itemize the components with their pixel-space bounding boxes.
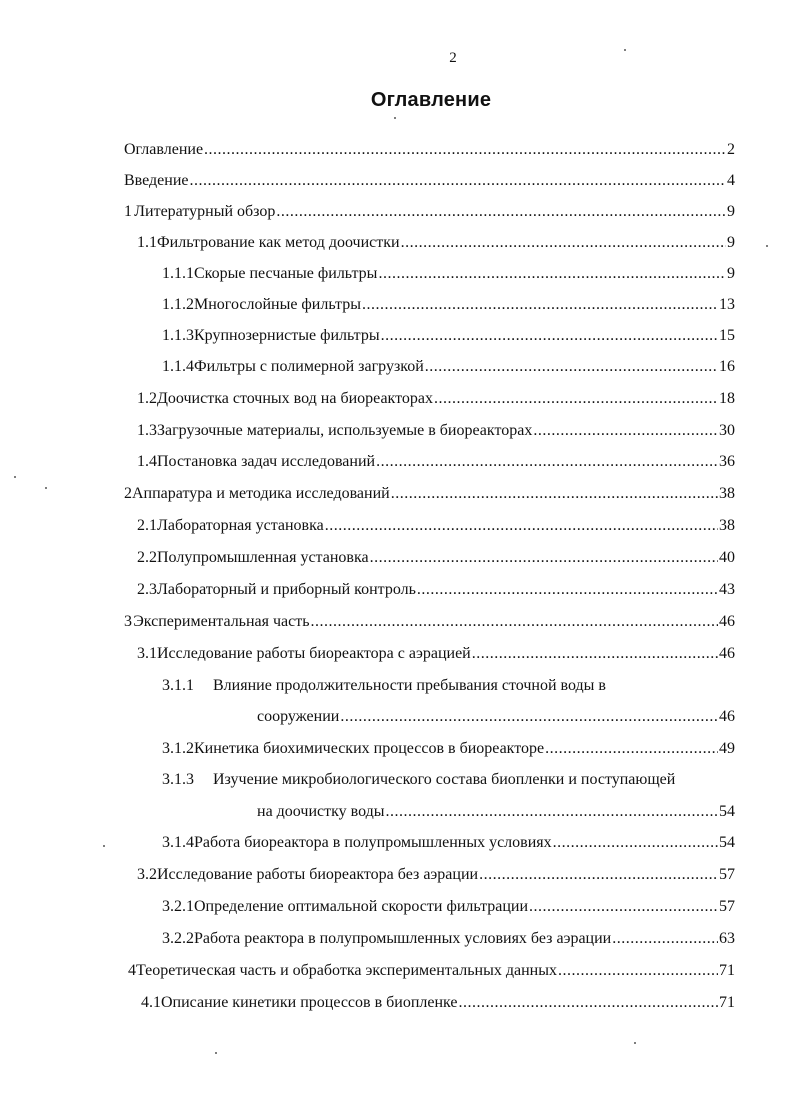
toc-entry-label-continued: на доочистку воды [257, 803, 385, 820]
toc-entry[interactable] [137, 645, 735, 667]
toc-entry-page: 57 [719, 898, 735, 915]
toc-entry-page: 46 [719, 708, 735, 725]
toc-entry[interactable] [162, 265, 735, 287]
page-title: Оглавление [370, 89, 492, 111]
toc-entry-page: 71 [719, 994, 735, 1011]
toc-entry-label: Влияние продолжительности пребывания сточной воды в [213, 677, 606, 694]
scan-speck [766, 245, 768, 247]
toc-entry-page: 38 [719, 517, 735, 534]
dot-leader [612, 930, 718, 948]
toc-entry[interactable] [137, 422, 735, 444]
toc-entry-page: 57 [719, 866, 735, 883]
dot-leader [545, 740, 718, 758]
dot-leader [325, 517, 718, 535]
toc-entry-page: 9 [727, 234, 735, 251]
dot-leader [376, 453, 718, 471]
dot-leader [401, 234, 726, 252]
toc-entry-page: 54 [719, 803, 735, 820]
dot-leader [459, 994, 718, 1012]
toc-entry-label: Исследование работы биореактора без аэрации [157, 866, 479, 883]
toc-entry-number: 1.1.3 [162, 327, 194, 344]
toc-entry-page: 13 [719, 296, 735, 313]
toc-entry-page: 36 [719, 453, 735, 470]
toc-entry-page: 63 [719, 930, 735, 947]
toc-entry-page: 16 [719, 358, 735, 375]
toc-entry-number: 2.3 [137, 581, 157, 598]
toc-entry-number: 2.2 [137, 549, 157, 566]
toc-entry-number: 1 [124, 203, 132, 220]
toc-entry-page: 71 [719, 962, 735, 979]
toc-entry[interactable] [124, 172, 735, 194]
toc-entry-number: 3.1.3 [162, 771, 194, 788]
toc-entry-label: Аппаратура и методика исследований [132, 485, 390, 502]
dot-leader [190, 172, 727, 190]
toc-entry[interactable] [257, 708, 735, 730]
toc-entry-label: Исследование работы биореактора с аэрацией [157, 645, 471, 662]
toc-entry-number: 3.1.2 [162, 740, 194, 757]
toc-entry-label: Многослойные фильтры [194, 296, 361, 313]
toc-entry-number: 3.1.4 [162, 834, 194, 851]
dot-leader [553, 834, 718, 852]
toc-entry-page: 46 [719, 645, 735, 662]
toc-entry-number: 3 [124, 613, 132, 630]
toc-entry[interactable] [124, 485, 735, 507]
toc-entry-page: 40 [719, 549, 735, 566]
toc-entry-number: 3.1.1 [162, 677, 194, 694]
toc-entry-page: 18 [719, 390, 735, 407]
toc-entry-page: 49 [719, 740, 735, 757]
toc-entry-number: 4 [128, 962, 136, 979]
dot-leader [472, 645, 718, 663]
toc-entry-page: 9 [727, 203, 735, 220]
toc-entry[interactable] [257, 803, 735, 825]
toc-entry[interactable] [124, 203, 735, 225]
toc-entry-label: Фильтры с полимерной загрузкой [194, 358, 424, 375]
dot-leader [533, 422, 718, 440]
toc-entry-number: 1.4 [137, 453, 157, 470]
toc-entry[interactable] [162, 930, 735, 952]
page-number: 2 [449, 50, 457, 66]
toc-entry-label: Экспериментальная часть [133, 613, 310, 630]
dot-leader [370, 549, 718, 567]
toc-entry-label: Изучение микробиологического состава биопленки и поступающей [213, 771, 676, 788]
dot-leader [417, 581, 718, 599]
dot-leader [386, 803, 718, 821]
toc-entry-number: 3.2.1 [162, 898, 194, 915]
toc-entry-label: Введение [124, 172, 189, 189]
toc-entry[interactable] [162, 898, 735, 920]
dot-leader [362, 296, 718, 314]
toc-entry[interactable] [137, 866, 735, 888]
toc-entry[interactable] [162, 834, 735, 856]
toc-entry-label: Скорые песчаные фильтры [194, 265, 378, 282]
toc-entry-number: 2 [124, 485, 132, 502]
toc-entry-page: 38 [719, 485, 735, 502]
toc-entry[interactable] [124, 613, 735, 635]
toc-entry[interactable] [137, 581, 735, 603]
toc-entry[interactable] [162, 327, 735, 349]
toc-entry-first-line[interactable] [162, 677, 606, 699]
toc-entry-label: Крупнозернистые фильтры [194, 327, 380, 344]
toc-entry-label: Фильтрование как метод доочистки [157, 234, 400, 251]
toc-entry-page: 4 [727, 172, 735, 189]
toc-entry-label: Загрузочные материалы, используемые в биореакторах [157, 422, 533, 439]
toc-entry-label: Доочистка сточных вод на биореакторах [157, 390, 433, 407]
dot-leader [381, 327, 718, 345]
toc-entry[interactable] [141, 994, 735, 1016]
toc-entry-number: 3.1 [137, 645, 157, 662]
dot-leader [204, 141, 726, 159]
toc-entry-number: 1.2 [137, 390, 157, 407]
dot-leader [311, 613, 718, 631]
toc-entry-first-line[interactable] [162, 771, 675, 793]
toc-entry-number: 2.1 [137, 517, 157, 534]
toc-entry-page: 43 [719, 581, 735, 598]
toc-entry[interactable] [137, 234, 735, 256]
toc-entry[interactable] [162, 296, 735, 318]
toc-entry-label: Работа биореактора в полупромышленных условиях [194, 834, 552, 851]
scan-speck [215, 1052, 217, 1054]
toc-entry[interactable] [162, 358, 735, 380]
toc-entry-label: Работа реактора в полупромышленных условиях без аэрации [194, 930, 612, 947]
toc-entry-number: 1.1.2 [162, 296, 194, 313]
toc-entry-number: 1.1 [137, 234, 157, 251]
scan-speck [45, 487, 47, 489]
toc-entry-label: Описание кинетики процессов в биопленке [161, 994, 458, 1011]
toc-entry[interactable] [137, 390, 735, 412]
toc-entry-number: 3.2 [137, 866, 157, 883]
toc-entry-number: 1.1.4 [162, 358, 194, 375]
toc-entry-label: Лабораторная установка [157, 517, 324, 534]
toc-entry-number: 4.1 [141, 994, 161, 1011]
toc-entry[interactable] [124, 141, 735, 163]
toc-entry-number: 1.1.1 [162, 265, 194, 282]
scan-speck [14, 476, 16, 478]
dot-leader [479, 866, 718, 884]
toc-entry[interactable] [137, 517, 735, 539]
toc-entry-page: 54 [719, 834, 735, 851]
toc-entry[interactable] [162, 740, 735, 762]
toc-entry-label-continued: сооружении [257, 708, 340, 725]
toc-entry-label: Лабораторный и приборный контроль [157, 581, 416, 598]
toc-entry-page: 30 [719, 422, 735, 439]
toc-entry[interactable] [128, 962, 735, 984]
dot-leader [529, 898, 718, 916]
dot-leader [378, 265, 726, 283]
dot-leader [558, 962, 718, 980]
toc-entry-label: Определение оптимальной скорости фильтрации [194, 898, 529, 915]
toc-entry-label: Теоретическая часть и обработка экспериментальных данных [136, 962, 557, 979]
toc-entry-label: Оглавление [124, 141, 204, 158]
toc-entry-label: Кинетика биохимических процессов в биореакторе [194, 740, 545, 757]
toc-entry-page: 9 [727, 265, 735, 282]
toc-entry-page: 46 [719, 613, 735, 630]
toc-entry-page: 2 [727, 141, 735, 158]
scan-speck [394, 117, 396, 119]
scan-speck [624, 49, 626, 51]
toc-entry-number: 3.2.2 [162, 930, 194, 947]
dot-leader [276, 203, 726, 221]
toc-entry-number: 1.3 [137, 422, 157, 439]
scan-speck [634, 1042, 636, 1044]
toc-entry-label: Литературный обзор [134, 203, 276, 220]
toc-entry[interactable] [137, 453, 735, 475]
dot-leader [340, 708, 718, 726]
toc-entry-label: Постановка задач исследований [157, 453, 376, 470]
toc-entry[interactable] [137, 549, 735, 571]
scan-speck [103, 845, 105, 847]
toc-entry-label: Полупромышленная установка [157, 549, 369, 566]
dot-leader [425, 358, 718, 376]
dot-leader [391, 485, 718, 503]
toc-entry-page: 15 [719, 327, 735, 344]
dot-leader [434, 390, 718, 408]
